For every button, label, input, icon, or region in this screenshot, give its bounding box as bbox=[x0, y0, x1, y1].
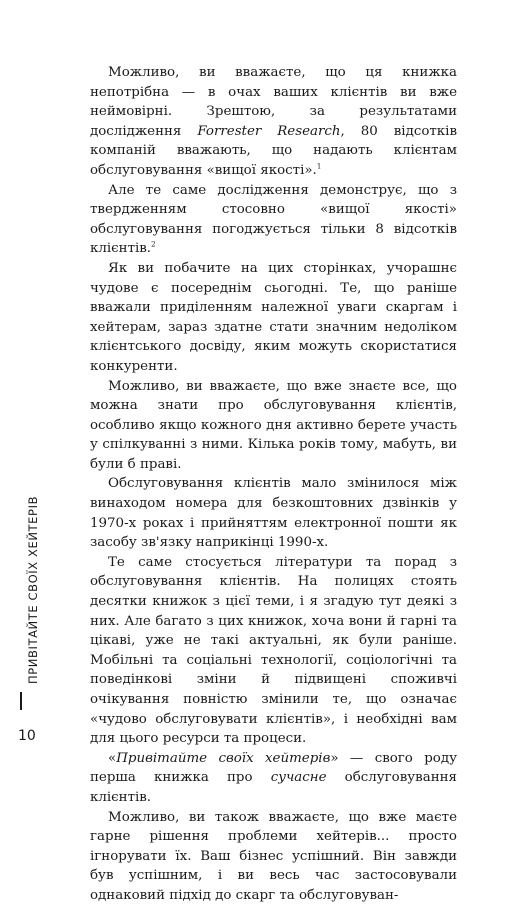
paragraph: Обслуговування клієнтів мало змінилося між винаходом номера для безкоштовних дзвінків у 1970-х роках і прийняттям електронної пошти як засобу зв'язку наприкінці 1990-х. bbox=[90, 476, 457, 551]
paragraph: Те саме стосується літератури та порад з обслуговування клієнтів. На полицях стоять десятки книжок з цієї теми, і я згадую тут деякі з них. Але багато з цих книжок, хоча вони й гарні та цікаві, уже не такі актуальні, як були раніше. Мобільні та соціальні технології, соціологічні та поведінкові зміни й підвищені споживчі очікування повністю змінили те, що означає «чудово обслуговувати клієнтів», і необхідні вам для цього ресурси та процеси. bbox=[90, 554, 457, 747]
paragraph: Як ви побачите на цих сторінках, учорашнє чудове є посереднім сьогодні. Те, що раніше вважали приділенням належної уваги скаргам і хейтерам, зараз здатне стати значним недоліком клієнтського досвіду, яким можуть скористатися конкуренти. bbox=[90, 260, 457, 374]
paragraph: Можливо, ви також вважаєте, що вже маєте гарне рішення проблеми хейтерів... просто ігнорувати їх. Ваш бізнес успішний. Він завжди був успішним, і ви весь час застосовували однаковий підхід до скарг та обслуговуван- bbox=[90, 809, 457, 903]
page-number: 10 bbox=[18, 728, 36, 744]
paragraph: Але те саме дослідження демонструє, що з твердженням стосовно «вищої якості» обслуговування погоджується тільки 8 відсотків клієнтів.$^2$ bbox=[90, 182, 457, 257]
paragraph: «Привітайте своїх хейтерів» — свого роду перша книжка про сучасне обслуговування клієнтів. bbox=[90, 750, 457, 805]
paragraph: Можливо, ви вважаєте, що вже знаєте все, що можна знати про обслуговування клієнтів, особливо якщо кожного дня активно берете участь у спілкуванні з ними. Кілька років тому, мабуть, ви були б праві. bbox=[90, 378, 457, 472]
running-head: ПРИВІТАЙТЕ СВОЇХ ХЕЙТЕРІВ bbox=[26, 495, 40, 684]
running-head-divider bbox=[20, 692, 22, 710]
footnote-ref[interactable]: 1 bbox=[316, 162, 322, 171]
footnote-ref[interactable]: 2 bbox=[151, 240, 156, 249]
body-text bbox=[90, 63, 457, 906]
paragraph: Можливо, ви вважаєте, що ця книжка непотрібна — в очах ваших клієнтів ви вже неймовірні. Зрештою, за результатами дослідження Forrester Research, 80 відсотків компаній вважають, що надають клієнтам обслуговування «вищої якості».$^1$ bbox=[90, 65, 457, 178]
